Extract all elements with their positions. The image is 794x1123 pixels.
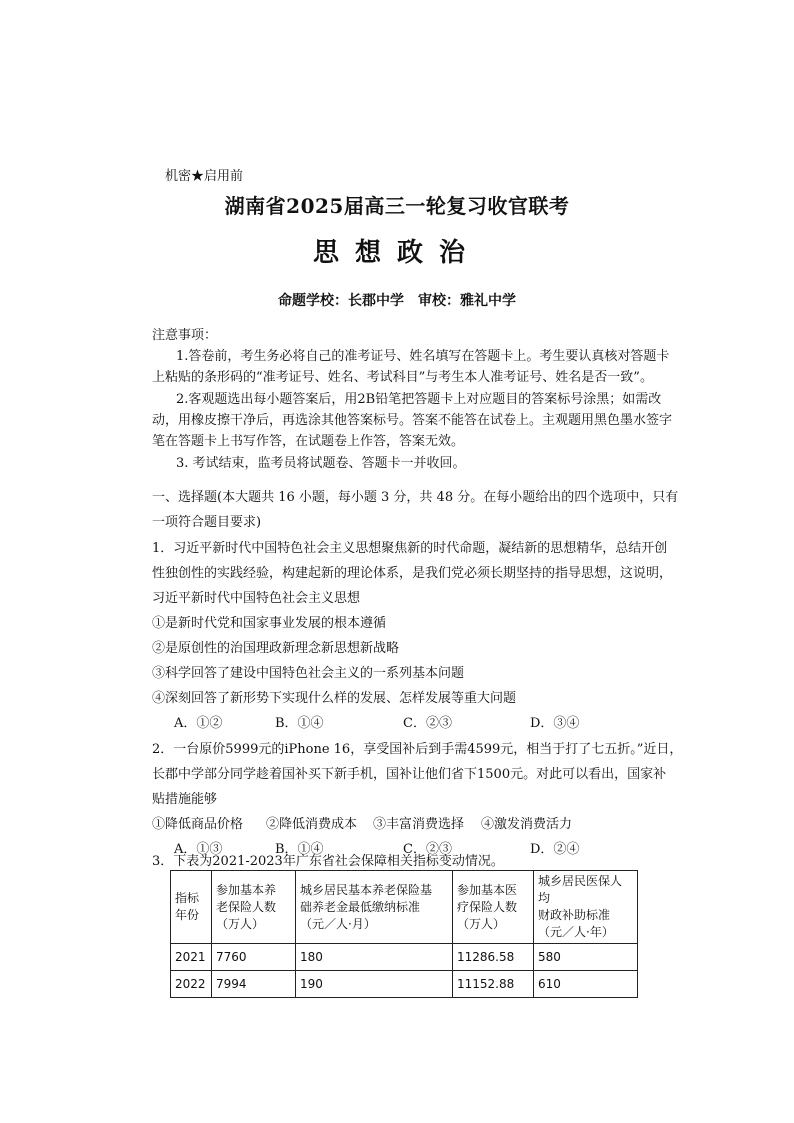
table-cell: 11152.88 bbox=[453, 971, 534, 998]
table-cell: 610 bbox=[534, 971, 638, 998]
notice-line: 3. 考试结束，监考员将试题卷、答题卡一并收回。 bbox=[176, 456, 466, 471]
section-heading-cont: 一项符合题目要求) bbox=[152, 515, 262, 530]
school-info: 命题学校：长郡中学 审校：雅礼中学 bbox=[278, 293, 516, 309]
table-header-cell bbox=[212, 871, 296, 944]
q1-stem-line: 习近平新时代中国特色社会主义思想 bbox=[152, 591, 361, 606]
subject-title: 思想政治 bbox=[312, 238, 481, 268]
header-text: 城乡居民医保人均 bbox=[538, 874, 623, 905]
q2-option-d: D．②④ bbox=[530, 842, 580, 857]
q1-option-a: A．①② bbox=[174, 716, 223, 731]
q1-option-c: C．②③ bbox=[403, 716, 452, 731]
table-header-cell bbox=[534, 871, 638, 944]
q1-item: ④深刻回答了新形势下实现什么样的发展、怎样发展等重大问题 bbox=[152, 691, 517, 706]
q1-option-d: D．③④ bbox=[530, 716, 580, 731]
notice-line: 上粘贴的条形码的“准考证号、姓名、考试科目”与考生本人准考证号、姓名是否一致”。 bbox=[152, 370, 653, 385]
q1-option-b: B．①④ bbox=[275, 716, 324, 731]
exam-title: 湖南省2025届高三一轮复习收官联考 bbox=[224, 194, 570, 218]
table-header-cell bbox=[296, 871, 453, 944]
q1-stem-line: 性独创性的实践经验，构建起新的理论体系，是我们党必须长期坚持的指导思想，这说明， bbox=[152, 566, 673, 581]
header-text: （元／人·年） bbox=[538, 925, 614, 939]
table-cell: 7994 bbox=[212, 971, 296, 998]
q2-item: ④激发消费活力 bbox=[481, 817, 573, 832]
confidential-label: 机密★启用前 bbox=[165, 169, 244, 184]
table-cell: 180 bbox=[296, 944, 453, 971]
social-security-table bbox=[170, 870, 638, 998]
table-cell: 2021 bbox=[171, 944, 212, 971]
table-cell: 580 bbox=[534, 944, 638, 971]
q2-item: ③丰富消费选择 bbox=[373, 817, 465, 832]
header-text: （元／人·月） bbox=[300, 916, 376, 931]
header-text: 城乡居民基本养老保险基 bbox=[300, 882, 433, 897]
q2-stem-line: 长郡中学部分同学趁着国补买下新手机，国补让他们省下1500元。对此可以看出，国家补 bbox=[152, 767, 667, 782]
notice-title: 注意事项： bbox=[152, 328, 218, 343]
notice-line: 2.客观题选出每小题答案后，用2B铅笔把答题卡上对应题目的答案标号涂黑；如需改 bbox=[176, 392, 662, 407]
section-heading: 一、选择题(本大题共 16 小题，每小题 3 分，共 48 分。在每小题给出的四个选项中，只有 bbox=[152, 490, 679, 505]
q2-option-a: A．①③ bbox=[174, 842, 223, 857]
header-text: （万人） bbox=[216, 916, 265, 931]
header-text: （万人） bbox=[457, 916, 506, 931]
header-text: 疗保险人数 bbox=[457, 899, 518, 914]
header-text: 财政补助标准 bbox=[538, 908, 611, 922]
table-cell: 2022 bbox=[171, 971, 212, 998]
q1-item: ①是新时代党和国家事业发展的根本遵循 bbox=[152, 616, 387, 631]
q2-option-b: B．①④ bbox=[275, 842, 324, 857]
q1-stem-line: 1．习近平新时代中国特色社会主义思想聚焦新的时代命题，凝结新的思想精华，总结开创 bbox=[152, 541, 668, 556]
notice-line: 笔在答题卡上书写作答，在试题卷上作答，答案无效。 bbox=[152, 434, 465, 449]
table-cell: 190 bbox=[296, 971, 453, 998]
q2-option-c: C．②③ bbox=[403, 842, 452, 857]
q2-stem-line: 2．一台原价5999元的iPhone 16，享受国补后到手需4599元，相当于打了七五折。”近日， bbox=[152, 742, 683, 757]
table-header-cell bbox=[453, 871, 534, 944]
notice-line: 动，用橡皮擦干净后，再选涂其他答案标号。答案不能答在试卷上。主观题用黑色墨水签字 bbox=[152, 413, 673, 428]
header-text: 老保险人数 bbox=[216, 899, 277, 914]
table-cell: 7760 bbox=[212, 944, 296, 971]
header-text: 参加基本养 bbox=[216, 882, 277, 897]
q2-stem-line: 贴措施能够 bbox=[152, 792, 218, 807]
q1-item: ③科学回答了建设中国特色社会主义的一系列基本问题 bbox=[152, 666, 465, 681]
notice-line: 1.答卷前，考生务必将自己的准考证号、姓名填写在答题卡上。考生要认真核对答题卡 bbox=[176, 349, 670, 364]
header-text: 参加基本医 bbox=[457, 882, 518, 897]
header-text: 础养老金最低缴纳标准 bbox=[300, 899, 421, 914]
q1-item: ②是原创性的治国理政新理念新思想新战略 bbox=[152, 641, 400, 656]
q3-stem: 3．下表为2021-2023年广东省社会保障相关指标变动情况。 bbox=[152, 854, 504, 869]
table-header-row bbox=[171, 871, 638, 944]
table-row bbox=[171, 971, 638, 998]
table-cell: 11286.58 bbox=[453, 944, 534, 971]
corner-year-label: 年份 bbox=[175, 908, 200, 922]
q2-item: ①降低商品价格 bbox=[152, 817, 244, 832]
table-row bbox=[171, 944, 638, 971]
corner-indicator-label: 指标 bbox=[175, 891, 200, 905]
q2-item: ②降低消费成本 bbox=[266, 817, 358, 832]
table-corner-cell bbox=[171, 871, 212, 944]
